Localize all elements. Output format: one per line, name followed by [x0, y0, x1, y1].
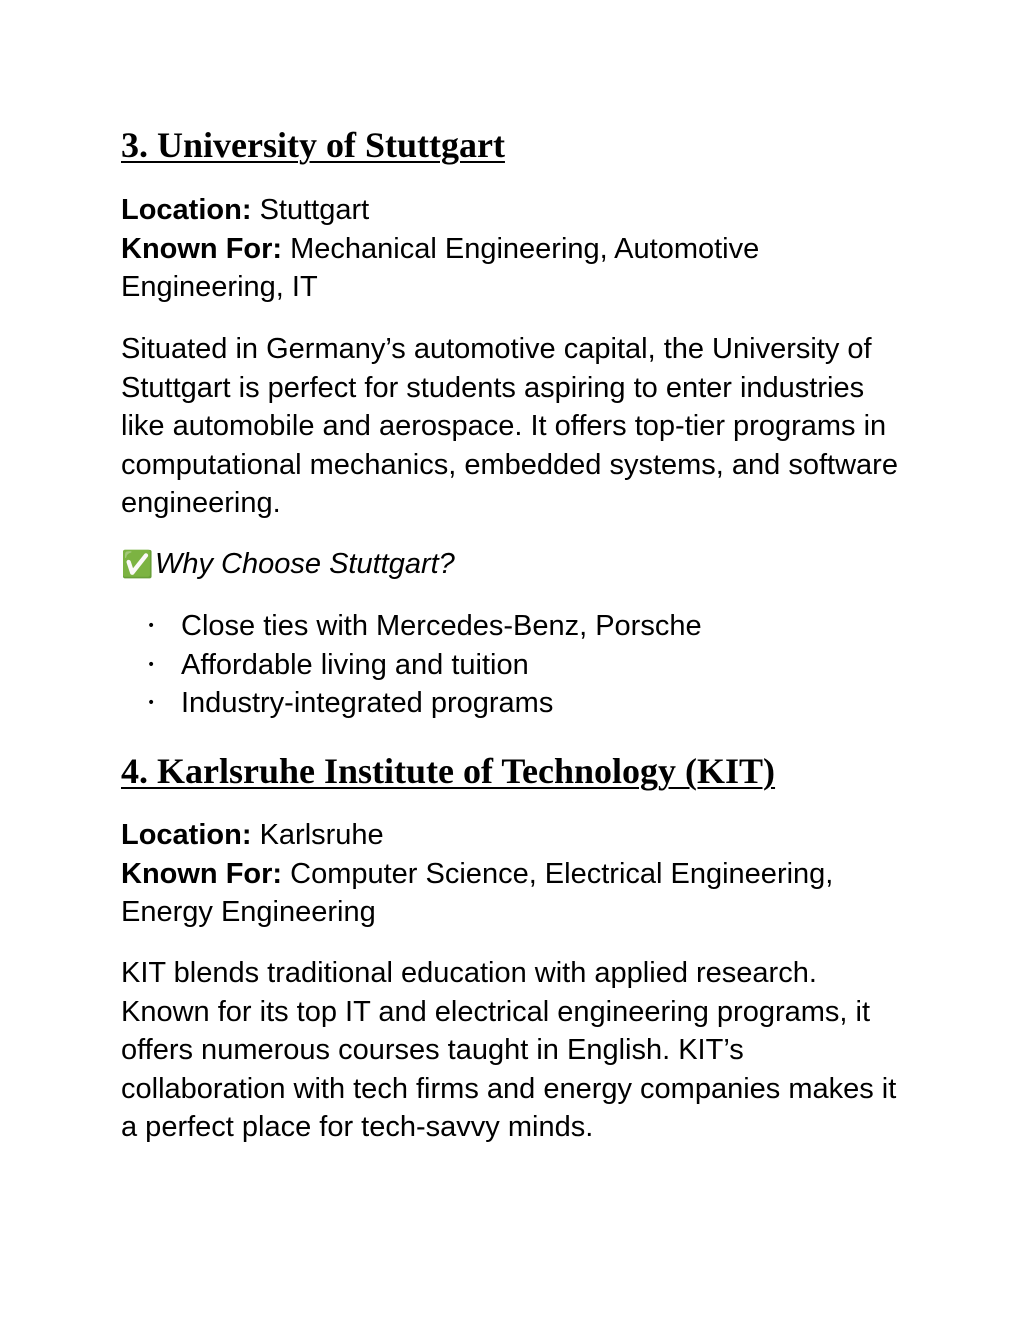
bullet-icon: •	[147, 618, 156, 634]
why-choose-list	[121, 607, 901, 723]
known-for-value: Computer Science, Electrical Engineering, Energy Engineering	[121, 857, 834, 928]
bullet-icon: •	[147, 656, 156, 673]
list-item-text: Close ties with Mercedes-Benz, Porsche	[181, 610, 702, 642]
why-choose-heading	[121, 545, 901, 585]
location-label: Location:	[121, 194, 252, 226]
description-stuttgart: Situated in Germany’s automotive capital, the University of Stuttgart is perfect for students aspiring to enter industries like automobile and aerospace. It offers top-tier programs in computational mechanics, embedded systems, and software engineering.	[121, 333, 898, 519]
description-kit: KIT blends traditional education with applied research. Known for its top IT and electrical engineering programs, it offers numerous courses taught in English. KIT’s collaboration with tech firms and energy companies makes it a perfect place for tech-savvy minds.	[121, 957, 897, 1143]
known-for-value: Mechanical Engineering, Automotive Engineering, IT	[121, 232, 760, 303]
bullet-icon: •	[147, 695, 156, 711]
list-item	[121, 684, 901, 723]
list-item	[121, 646, 901, 685]
meta-stuttgart	[121, 191, 901, 307]
location-value: Karlsruhe	[259, 819, 384, 851]
check-mark-icon: ✅	[121, 550, 154, 580]
why-choose-text: Why Choose Stuttgart?	[155, 548, 455, 580]
list-item	[121, 607, 901, 646]
location-value: Stuttgart	[259, 194, 370, 226]
location-label: Location:	[121, 819, 252, 851]
known-for-label: Known For:	[121, 232, 283, 265]
known-for-label: Known For:	[121, 857, 283, 890]
list-item-text: Industry-integrated programs	[181, 687, 554, 719]
section-title-kit: 4. Karlsruhe Institute of Technology (KIT)	[121, 751, 776, 791]
list-item-text: Affordable living and tuition	[181, 648, 529, 681]
section-title-stuttgart: 3. University of Stuttgart	[121, 125, 505, 165]
meta-kit	[121, 816, 901, 932]
